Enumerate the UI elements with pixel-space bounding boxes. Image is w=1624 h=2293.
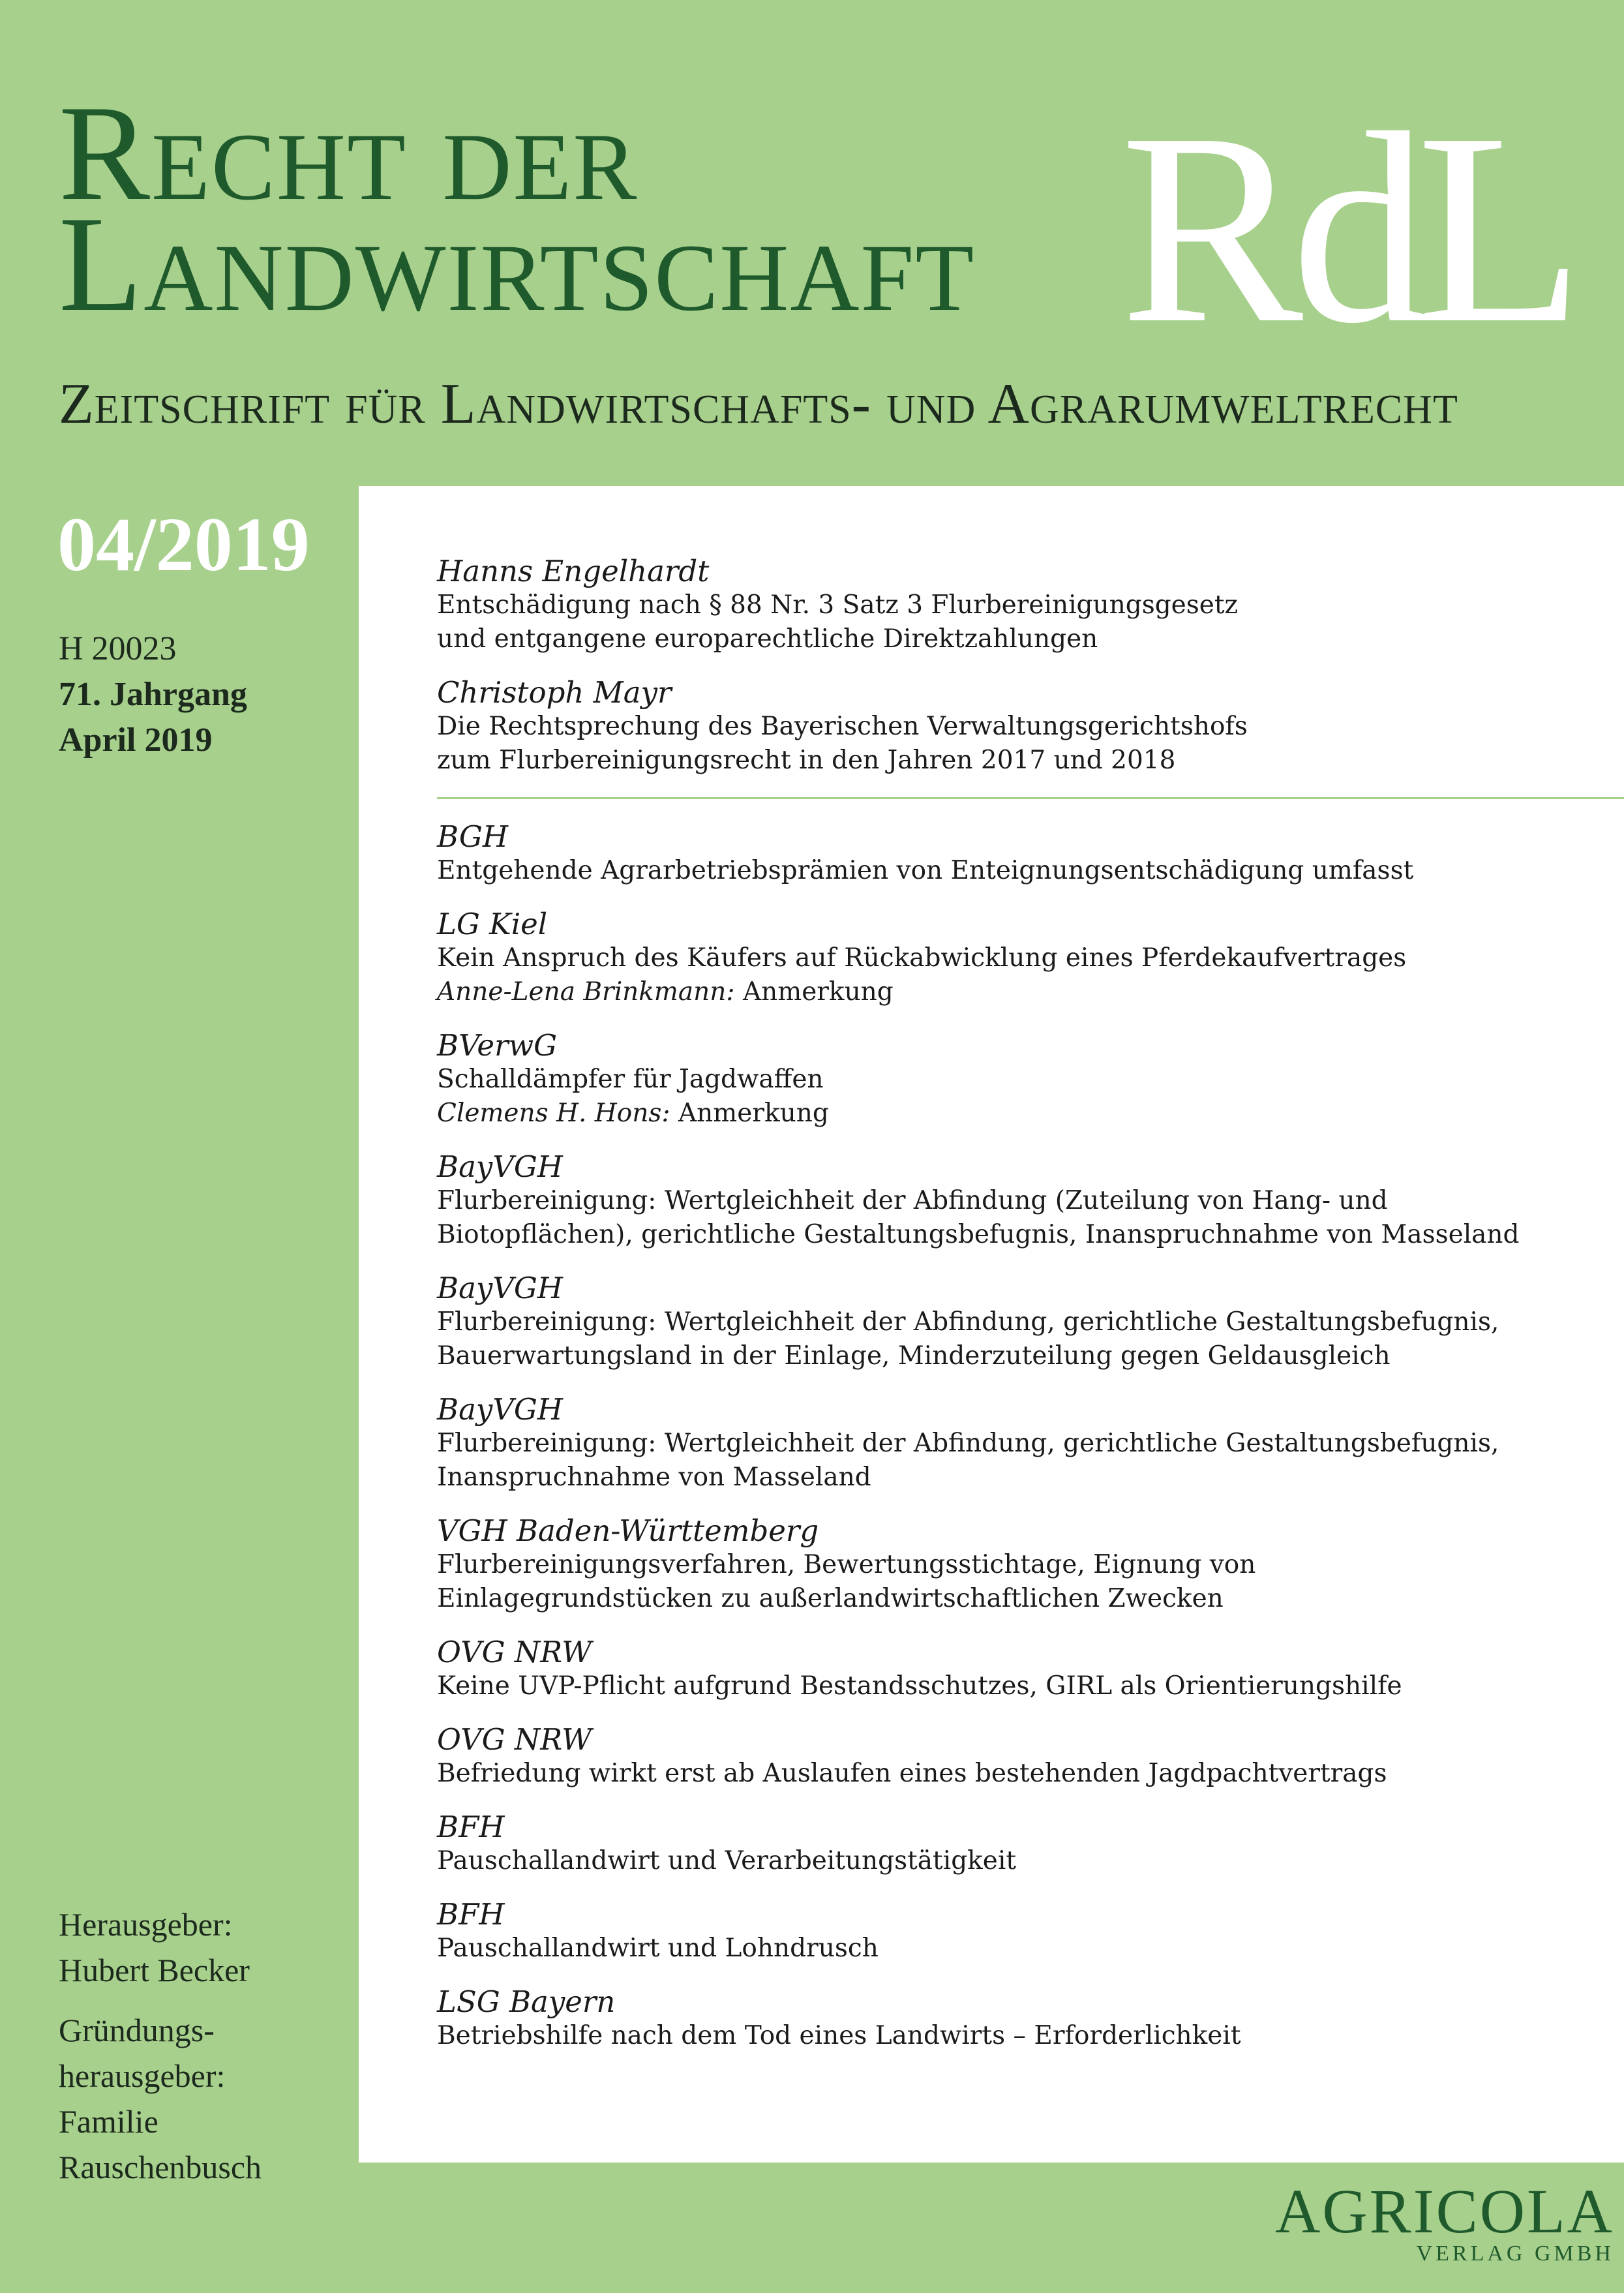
entry-title-line: Die Rechtsprechung des Bayerischen Verwaltungsgerichtshofs [437, 712, 1248, 741]
entry-heading: BayVGH [437, 1271, 564, 1305]
entry-title-line: Befriedung wirkt erst ab Auslaufen eines bestehenden Jagdpachtvertrags [437, 1759, 1387, 1788]
entry-heading: VGH Baden-Württemberg [437, 1513, 819, 1548]
list-item [437, 1393, 1598, 1495]
entry-title-line: Flurbereinigung: Wertgleichheit der Abfindung, gerichtliche Gestaltungsbefugnis, [437, 1429, 1499, 1458]
entry-note [437, 1097, 1598, 1131]
entry-heading: Hanns Engelhardt [437, 554, 710, 588]
entry-title-line: Einlagegrundstücken zu außerlandwirtschaftlichen Zwecken [437, 1584, 1224, 1613]
list-item [437, 1985, 1598, 2053]
list-item [437, 1898, 1598, 1966]
list-item [437, 1150, 1598, 1252]
list-item [437, 1029, 1598, 1131]
contents-divider [437, 797, 1624, 799]
entry-title-line: Flurbereinigungsverfahren, Bewertungsstichtage, Eignung von [437, 1550, 1256, 1579]
entry-heading: BFH [437, 1897, 505, 1932]
note-author: Anne-Lena Brinkmann: [437, 977, 735, 1007]
journal-title-line-1: Recht der [59, 78, 639, 229]
issue-code: H 20023 [59, 630, 177, 667]
entry-title-line: Flurbereinigung: Wertgleichheit der Abfindung, gerichtliche Gestaltungsbefugnis, [437, 1307, 1499, 1337]
entry-heading: Christoph Mayr [437, 675, 672, 710]
list-item [437, 1271, 1598, 1373]
entry-title-line: Inanspruchnahme von Masseland [437, 1463, 871, 1492]
entry-heading: LG Kiel [437, 907, 548, 941]
entry-title-line: Betriebshilfe nach dem Tod eines Landwirts – Erforderlichkeit [437, 2021, 1241, 2050]
entry-heading: BGH [437, 819, 509, 854]
list-item [437, 1723, 1598, 1791]
founders-label-1: Gründungs- [59, 2012, 215, 2048]
list-item [437, 907, 1598, 1009]
journal-title [59, 78, 976, 340]
entry-heading: OVG NRW [437, 1635, 592, 1669]
entry-title-line: Keine UVP-Pflicht aufgrund Bestandsschutzes, GIRL als Orientierungshilfe [437, 1671, 1402, 1701]
entry-title-line: Flurbereinigung: Wertgleichheit der Abfindung (Zuteilung von Hang- und [437, 1186, 1388, 1215]
publisher-sub: VERLAG GMBH [1416, 2241, 1614, 2266]
entry-heading: BayVGH [437, 1149, 564, 1184]
editors-block [59, 1902, 262, 2190]
journal-abbreviation: RdL [1120, 76, 1572, 380]
entry-heading: LSG Bayern [437, 1984, 616, 2019]
issue-volume: 71. Jahrgang [59, 676, 247, 713]
entry-title-line: und entgangene europarechtliche Direktzahlungen [437, 624, 1098, 654]
entry-title-line: zum Flurbereinigungsrecht in den Jahren 2017 und 2018 [437, 746, 1176, 775]
publisher-name: AGRICOLA [1275, 2176, 1614, 2246]
issue-date: April 2019 [59, 721, 213, 759]
founders-name-2: Rauschenbusch [59, 2149, 262, 2185]
entry-heading: BayVGH [437, 1392, 564, 1427]
entry-title-line: Entschädigung nach § 88 Nr. 3 Satz 3 Flurbereinigungsgesetz [437, 590, 1239, 620]
table-of-contents [437, 554, 1598, 2073]
journal-subtitle: Zeitschrift für Landwirtschafts- und Agrarumweltrecht [59, 372, 1458, 436]
entry-note [437, 975, 1598, 1009]
list-item [437, 1514, 1598, 1616]
entry-title-line: Kein Anspruch des Käufers auf Rückabwicklung eines Pferdekaufvertrages [437, 943, 1407, 973]
issue-number: 04/2019 [57, 502, 310, 587]
decisions-list [437, 820, 1598, 2053]
editor-label: Herausgeber: [59, 1906, 233, 1943]
list-item [437, 820, 1598, 888]
journal-title-line-2: Landwirtschaft [59, 189, 976, 340]
entry-title-line: Entgehende Agrarbetriebsprämien von Enteignungsentschädigung umfasst [437, 856, 1414, 885]
issue-meta [59, 626, 247, 763]
contents-panel [359, 486, 1624, 2163]
note-author: Clemens H. Hons: [437, 1099, 670, 1128]
publisher-logo [1275, 2176, 1614, 2267]
entry-heading: BFH [437, 1810, 505, 1844]
note-text: Anmerkung [734, 977, 894, 1007]
note-text: Anmerkung [670, 1099, 829, 1128]
entry-heading: BVerwG [437, 1028, 558, 1063]
entry-title-line: Schalldämpfer für Jagdwaffen [437, 1065, 824, 1094]
editor-name: Hubert Becker [59, 1952, 250, 1988]
entry-title-line: Pauschallandwirt und Verarbeitungstätigkeit [437, 1846, 1017, 1875]
founders-name-1: Familie [59, 2103, 158, 2140]
entry-heading: OVG NRW [437, 1722, 592, 1757]
list-item [437, 676, 1598, 778]
entry-title-line: Biotopflächen), gerichtliche Gestaltungsbefugnis, Inanspruchnahme von Masseland [437, 1220, 1520, 1249]
list-item [437, 554, 1598, 656]
entry-title-line: Bauerwartungsland in der Einlage, Minderzuteilung gegen Geldausgleich [437, 1341, 1391, 1371]
articles-list [437, 554, 1598, 778]
entry-title-line: Pauschallandwirt und Lohndrusch [437, 1934, 879, 1963]
list-item [437, 1635, 1598, 1703]
list-item [437, 1810, 1598, 1878]
founders-label-2: herausgeber: [59, 2058, 226, 2094]
